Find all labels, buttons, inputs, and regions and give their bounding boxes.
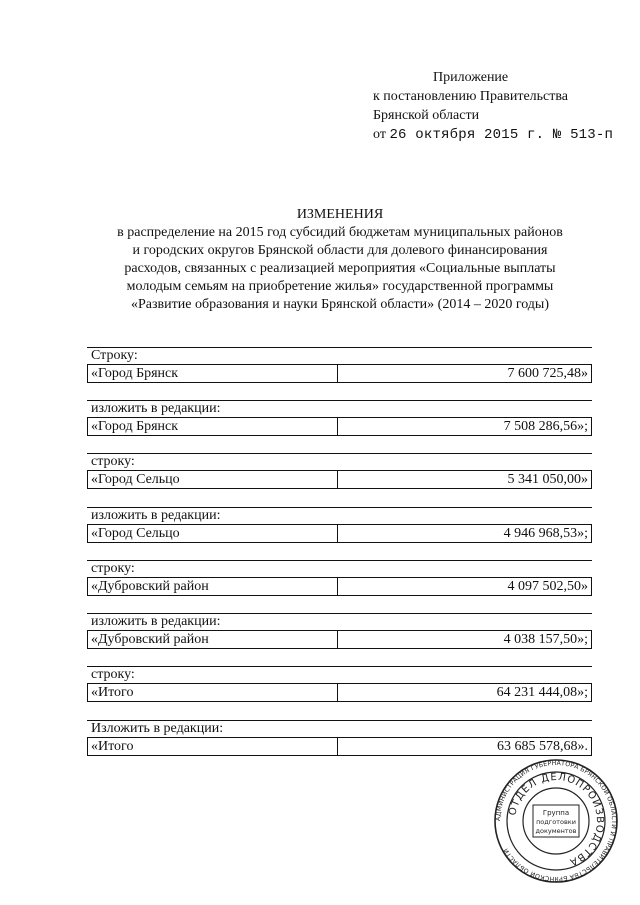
block-table — [87, 524, 592, 543]
row-value: 64 231 444,08»; — [338, 684, 592, 702]
document-subtitle-line: «Развитие образования и науки Брянской области» (2014 – 2020 годы) — [131, 297, 549, 312]
table-row — [88, 684, 592, 702]
appendix-header — [373, 68, 613, 145]
block-label: изложить в редакции: — [91, 401, 221, 416]
block-label: строку: — [91, 667, 135, 682]
row-name: «Дубровский район — [88, 631, 338, 649]
row-value: 7 600 725,48» — [338, 365, 592, 383]
block-label: строку: — [91, 561, 135, 576]
row-name: «Город Брянск — [88, 418, 338, 436]
block-table — [87, 683, 592, 702]
row-value: 4 038 157,50»; — [338, 631, 592, 649]
row-value: 7 508 286,56»; — [338, 418, 592, 436]
block-table — [87, 417, 592, 436]
change-block — [87, 666, 592, 702]
block-table — [87, 630, 592, 649]
row-value: 4 946 968,53»; — [338, 525, 592, 543]
block-table — [87, 737, 592, 756]
seal-icon — [493, 758, 619, 884]
change-block — [87, 453, 592, 489]
appendix-date — [373, 125, 613, 145]
seal-inner-line: документов — [535, 827, 577, 835]
table-row — [88, 578, 592, 596]
appendix-date-value: 26 октября 2015 г. № 513-п — [389, 127, 614, 143]
block-table — [87, 577, 592, 596]
table-row — [88, 525, 592, 543]
table-row — [88, 738, 592, 756]
row-name: «Итого — [88, 684, 338, 702]
document-subtitle-line: расходов, связанных с реализацией мероприятия «Социальные выплаты — [124, 261, 556, 276]
seal-outer-text: АДМИНИСТРАЦИЯ ГУБЕРНАТОРА БРЯНСКОЙ ОБЛАСТИ И ПРАВИТЕЛЬСТВА БРЯНСКОЙ ОБЛАСТИ — [494, 759, 618, 883]
block-label: изложить в редакции: — [91, 614, 221, 629]
row-name: «Город Брянск — [88, 365, 338, 383]
document-subtitle-line: молодым семьям на приобретение жилья» государственной программы — [126, 279, 554, 294]
appendix-title: Приложение — [433, 70, 509, 85]
change-block — [87, 560, 592, 596]
table-row — [88, 471, 592, 489]
seal-inner-line: подготовки — [536, 818, 576, 826]
change-block — [87, 720, 592, 756]
row-value: 5 341 050,00» — [338, 471, 592, 489]
document-heading: ИЗМЕНЕНИЯ — [296, 207, 384, 222]
change-block — [87, 613, 592, 649]
seal-inner-line: Группа — [542, 809, 570, 817]
table-row — [88, 418, 592, 436]
document-title — [40, 206, 640, 314]
change-block — [87, 347, 592, 383]
block-label: Строку: — [91, 348, 138, 363]
row-name: «Итого — [88, 738, 338, 756]
block-label: строку: — [91, 454, 135, 469]
document-subtitle-line: и городских округов Брянской области для долевого финансирования — [132, 243, 548, 258]
seal-ring-text: ОТДЕЛ ДЕЛОПРОИЗВОДСТВА — [507, 771, 606, 868]
official-seal — [493, 758, 619, 884]
row-value: 4 097 502,50» — [338, 578, 592, 596]
appendix-date-prefix: от — [373, 127, 386, 142]
appendix-region: Брянской области — [373, 108, 480, 123]
change-block — [87, 507, 592, 543]
row-name: «Город Сельцо — [88, 471, 338, 489]
row-value: 63 685 578,68». — [338, 738, 592, 756]
table-row — [88, 631, 592, 649]
change-block — [87, 400, 592, 436]
row-name: «Дубровский район — [88, 578, 338, 596]
appendix-reference: к постановлению Правительства — [373, 89, 569, 104]
table-row — [88, 365, 592, 383]
row-name: «Город Сельцо — [88, 525, 338, 543]
document-subtitle-line: в распределение на 2015 год субсидий бюджетам муниципальных районов — [117, 225, 563, 240]
block-table — [87, 364, 592, 383]
block-table — [87, 470, 592, 489]
block-label: Изложить в редакции: — [91, 721, 224, 736]
block-label: изложить в редакции: — [91, 508, 221, 523]
